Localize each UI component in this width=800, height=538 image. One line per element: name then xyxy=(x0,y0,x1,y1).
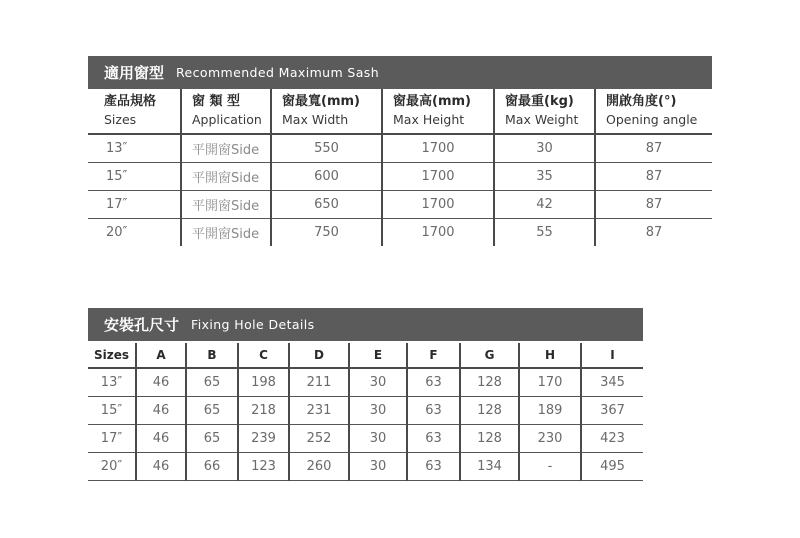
g-cell: 128 xyxy=(460,397,519,425)
b-cell: 65 xyxy=(186,397,238,425)
sash-title-zh: 適用窗型 xyxy=(104,64,165,82)
hole-section xyxy=(88,308,643,483)
c-cell: 198 xyxy=(238,368,289,397)
opening-angle-cell: 87 xyxy=(595,191,712,219)
c-cell: 123 xyxy=(238,453,289,481)
sash-header-sizes: 產品規格 Sizes xyxy=(88,89,181,134)
f-cell: 63 xyxy=(407,425,460,453)
hole-title-bar xyxy=(88,308,643,341)
sash-table xyxy=(88,89,712,246)
max-height-cell: 1700 xyxy=(382,134,494,163)
d-cell: 211 xyxy=(289,368,349,397)
h-cell: 189 xyxy=(519,397,581,425)
max-weight-cell: 55 xyxy=(494,219,595,247)
h-cell: 230 xyxy=(519,425,581,453)
size-cell: 17″ xyxy=(88,191,181,219)
size-cell: 13″ xyxy=(88,368,136,397)
i-cell: 423 xyxy=(581,425,643,453)
c-cell: 218 xyxy=(238,397,289,425)
d-cell: 260 xyxy=(289,453,349,481)
table-row xyxy=(88,453,643,481)
i-cell: 367 xyxy=(581,397,643,425)
e-cell: 30 xyxy=(349,397,407,425)
table-row xyxy=(88,368,643,397)
hole-header-i: I xyxy=(581,343,643,368)
hole-header-b: B xyxy=(186,343,238,368)
hole-title-zh: 安裝孔尺寸 xyxy=(104,316,180,334)
sash-header-opening-angle: 開啟角度(°) Opening angle xyxy=(595,89,712,134)
h-cell: 170 xyxy=(519,368,581,397)
b-cell: 65 xyxy=(186,368,238,397)
g-cell: 134 xyxy=(460,453,519,481)
sash-header-max-height: 窗最高(mm) Max Height xyxy=(382,89,494,134)
sash-header-max-weight: 窗最重(kg) Max Weight xyxy=(494,89,595,134)
i-cell: 495 xyxy=(581,453,643,481)
size-cell: 15″ xyxy=(88,163,181,191)
sash-header-row xyxy=(88,89,712,134)
hole-header-g: G xyxy=(460,343,519,368)
max-width-cell: 550 xyxy=(271,134,382,163)
f-cell: 63 xyxy=(407,397,460,425)
table-row xyxy=(88,163,712,191)
application-cell: 平開窗Side xyxy=(181,134,271,163)
size-cell: 20″ xyxy=(88,453,136,481)
hole-header-d: D xyxy=(289,343,349,368)
a-cell: 46 xyxy=(136,397,186,425)
application-cell: 平開窗Side xyxy=(181,163,271,191)
opening-angle-cell: 87 xyxy=(595,219,712,247)
application-cell: 平開窗Side xyxy=(181,191,271,219)
sash-section xyxy=(88,56,712,246)
e-cell: 30 xyxy=(349,368,407,397)
hole-header-h: H xyxy=(519,343,581,368)
hole-title-en: Fixing Hole Details xyxy=(191,317,315,332)
table-row xyxy=(88,425,643,453)
max-height-cell: 1700 xyxy=(382,191,494,219)
sash-header-max-width: 窗最寬(mm) Max Width xyxy=(271,89,382,134)
max-weight-cell: 30 xyxy=(494,134,595,163)
size-cell: 13″ xyxy=(88,134,181,163)
b-cell: 66 xyxy=(186,453,238,481)
sash-header-application: 窗 類 型 Application xyxy=(181,89,271,134)
hole-header-f: F xyxy=(407,343,460,368)
table-row xyxy=(88,219,712,247)
size-cell: 15″ xyxy=(88,397,136,425)
max-height-cell: 1700 xyxy=(382,219,494,247)
d-cell: 252 xyxy=(289,425,349,453)
opening-angle-cell: 87 xyxy=(595,163,712,191)
d-cell: 231 xyxy=(289,397,349,425)
f-cell: 63 xyxy=(407,453,460,481)
hole-header-e: E xyxy=(349,343,407,368)
g-cell: 128 xyxy=(460,368,519,397)
hole-header-c: C xyxy=(238,343,289,368)
hole-table xyxy=(88,343,643,481)
hole-header-row xyxy=(88,343,643,368)
table-row xyxy=(88,397,643,425)
table-row xyxy=(88,134,712,163)
max-weight-cell: 35 xyxy=(494,163,595,191)
table-row xyxy=(88,191,712,219)
sash-title-bar xyxy=(88,56,712,89)
b-cell: 65 xyxy=(186,425,238,453)
application-cell: 平開窗Side xyxy=(181,219,271,247)
size-cell: 17″ xyxy=(88,425,136,453)
max-width-cell: 600 xyxy=(271,163,382,191)
opening-angle-cell: 87 xyxy=(595,134,712,163)
sash-title-en: Recommended Maximum Sash xyxy=(176,65,380,80)
size-cell: 20″ xyxy=(106,225,128,240)
max-height-cell: 1700 xyxy=(382,163,494,191)
max-width-cell: 650 xyxy=(271,191,382,219)
i-cell: 345 xyxy=(581,368,643,397)
max-width-cell: 750 xyxy=(271,219,382,247)
hole-header-a: A xyxy=(136,343,186,368)
a-cell: 46 xyxy=(136,425,186,453)
f-cell: 63 xyxy=(407,368,460,397)
c-cell: 239 xyxy=(238,425,289,453)
e-cell: 30 xyxy=(349,425,407,453)
g-cell: 128 xyxy=(460,425,519,453)
h-cell: - xyxy=(519,453,581,481)
a-cell: 46 xyxy=(136,368,186,397)
e-cell: 30 xyxy=(349,453,407,481)
a-cell: 46 xyxy=(136,453,186,481)
hole-header-sizes: Sizes xyxy=(88,343,136,368)
max-weight-cell: 42 xyxy=(494,191,595,219)
